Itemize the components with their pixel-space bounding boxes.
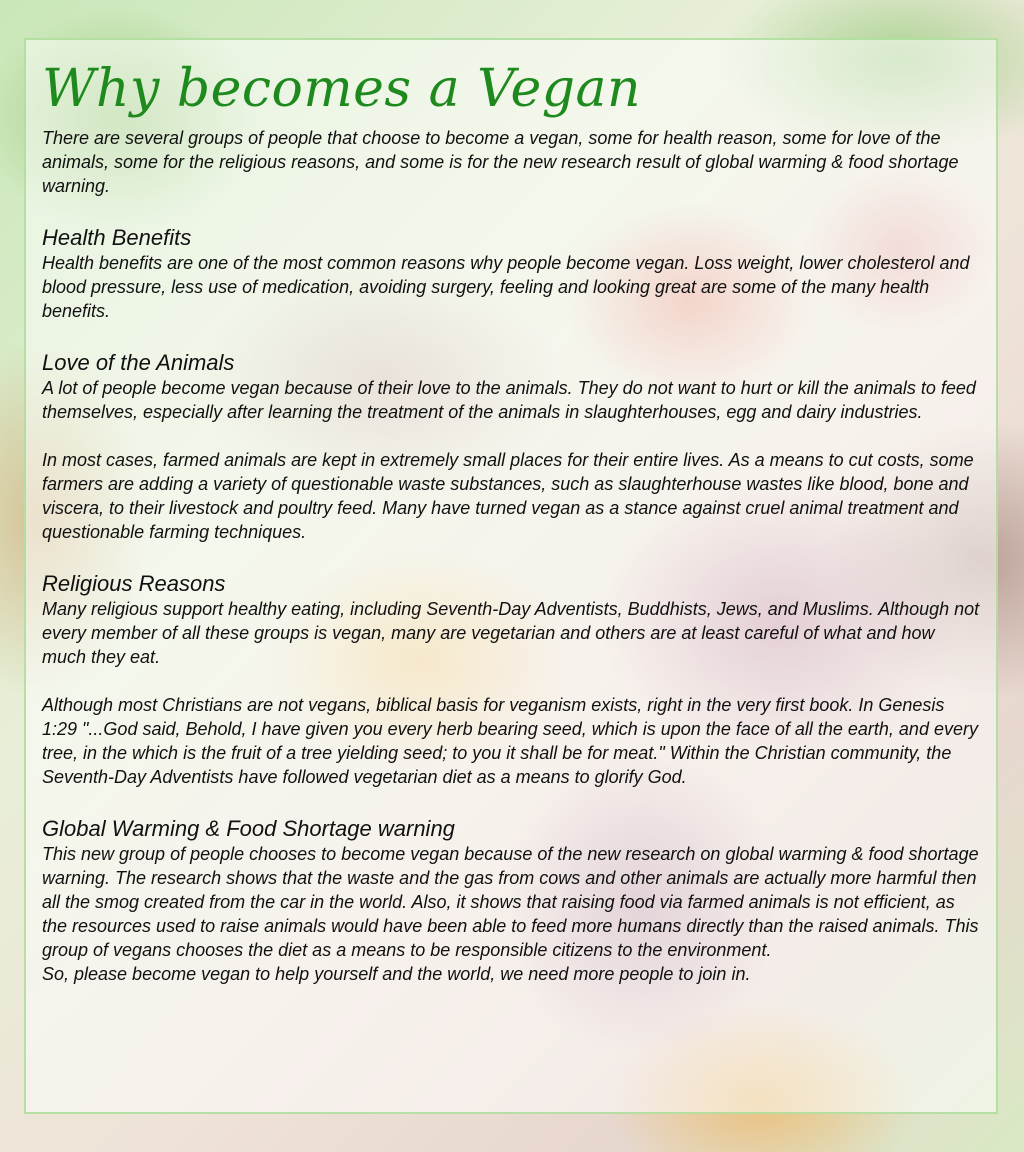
section-paragraph: This new group of people chooses to become vegan because of the new research on global warming & food shortage warning. The research shows that the waste and the gas from cows and other animals are actually more harmful then all the smog created from the car in the world. Also, it shows that raising food via farmed animals is not efficient, as the resources used to raise animals would have been able to feed more humans directly than the raised animals. This group of vegans chooses the diet as a means to be responsible citizens to the environment. [42, 844, 979, 960]
section-paragraph: In most cases, farmed animals are kept in extremely small places for their entire lives. As a means to cut costs, some farmers are adding a variety of questionable waste substances, such as slaughterhouse wastes like blood, bone and viscera, to their livestock and poultry feed. Many have turned vegan as a stance against cruel animal treatment and questionable farming techniques. [42, 450, 974, 542]
section-paragraph: Many religious support healthy eating, including Seventh-Day Adventists, Buddhists, Jews, and Muslims. Although not every member of all these groups is vegan, many are vegetarian and others are at least careful of what and how much they eat. [42, 599, 980, 667]
section-love-of-animals [42, 350, 982, 544]
intro-paragraph: There are several groups of people that choose to become a vegan, some for health reason, some for love of the animals, some for the religious reasons, and some is for the new research result of global warming & food shortage warning. [42, 128, 959, 196]
page-title: Why becomes a Vegan [42, 59, 641, 119]
section-religious-reasons [42, 571, 982, 789]
closing-paragraph: So, please become vegan to help yourself and the world, we need more people to join in. [42, 964, 751, 984]
section-heading: Global Warming & Food Shortage warning [42, 816, 455, 841]
section-heading: Religious Reasons [42, 571, 226, 596]
section-heading: Love of the Animals [42, 350, 235, 375]
section-paragraph: A lot of people become vegan because of their love to the animals. They do not want to hurt or kill the animals to feed themselves, especially after learning the treatment of the animals in slaughterhouses, egg and dairy industries. [42, 378, 976, 422]
article [42, 52, 982, 986]
section-heading: Health Benefits [42, 225, 192, 250]
section-paragraph: Although most Christians are not vegans, biblical basis for veganism exists, right in the very first book. In Genesis 1:29 "...God said, Behold, I have given you every herb bearing seed, which is upon the face of all the earth, and every tree, in the which is the fruit of a tree yielding seed; to you it shall be for meat." Within the Christian community, the Seventh-Day Adventists have followed vegetarian diet as a means to glorify God. [42, 695, 978, 787]
section-health-benefits [42, 225, 982, 323]
section-paragraph: Health benefits are one of the most common reasons why people become vegan. Loss weight, lower cholesterol and blood pressure, less use of medication, avoiding surgery, feeling and looking great are some of the many health benefits. [42, 253, 970, 321]
section-global-warming [42, 816, 982, 962]
